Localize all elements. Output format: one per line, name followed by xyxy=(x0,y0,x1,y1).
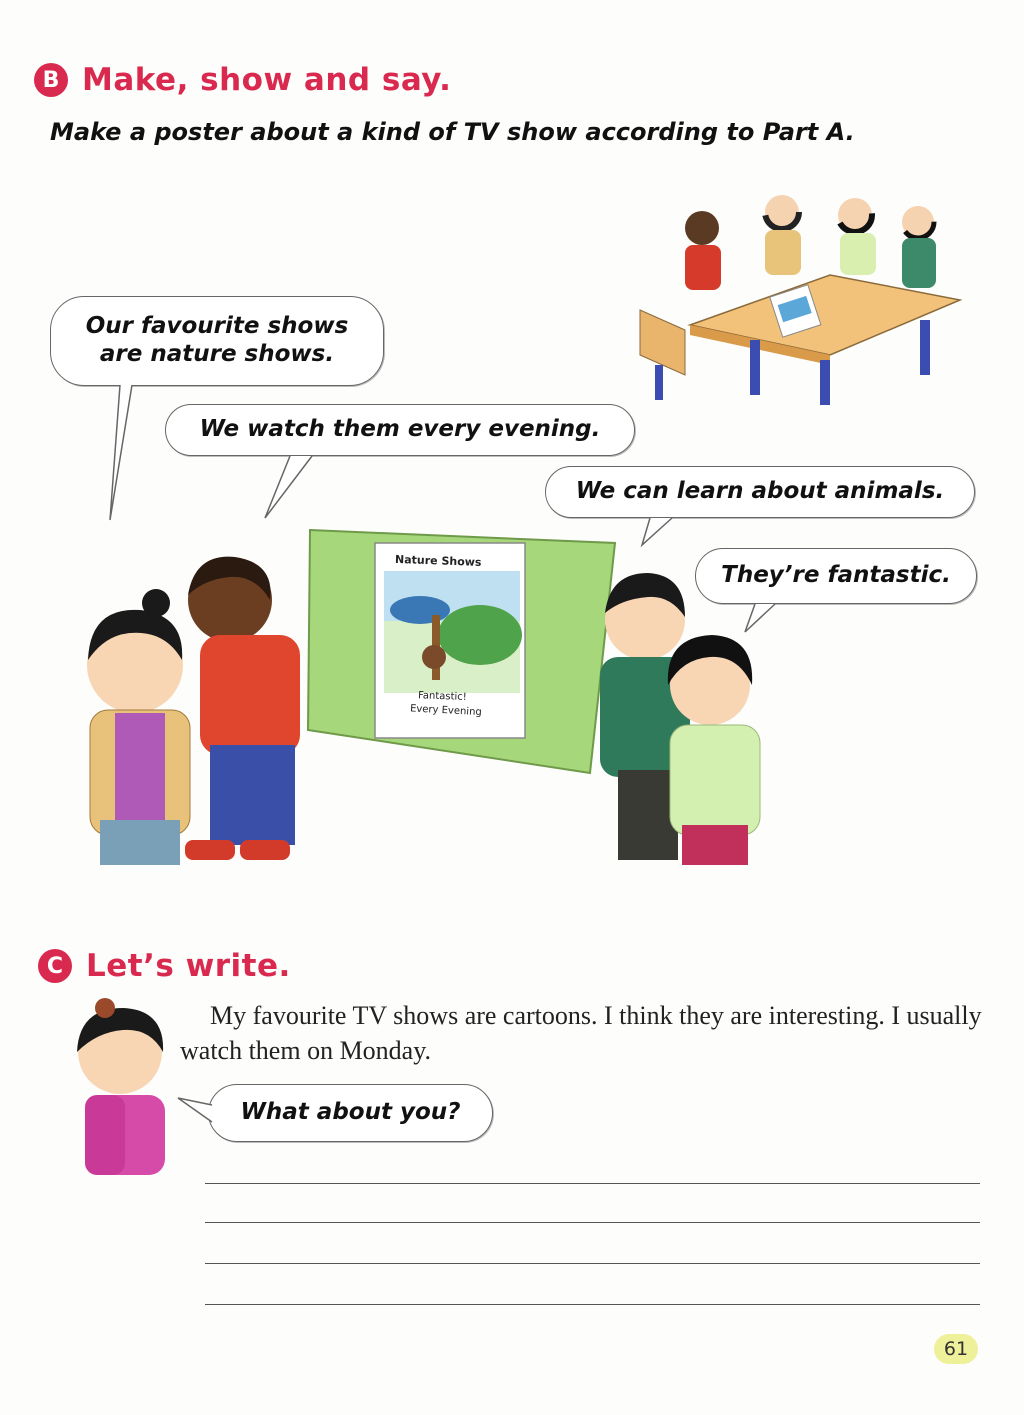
bubble-text: Our favourite shows are nature shows. xyxy=(85,313,349,367)
bubble-text: We watch them every evening. xyxy=(199,416,601,443)
section-b-instruction: Make a poster about a kind of TV show according to Part A. xyxy=(50,118,855,146)
writing-line-3[interactable] xyxy=(205,1263,980,1264)
section-c-paragraph: My favourite TV shows are cartoons. I think they are interesting. I usually watch them on Monday. xyxy=(180,1001,982,1065)
bubble-text: We can learn about animals. xyxy=(575,478,945,505)
section-b-title: Make, show and say. xyxy=(82,62,452,98)
writing-line-1[interactable] xyxy=(205,1183,980,1184)
writing-line-4[interactable] xyxy=(205,1304,980,1305)
section-c-title: Let’s write. xyxy=(86,948,291,984)
bubble-text: They’re fantastic. xyxy=(721,562,951,589)
poster-line1: Fantastic! xyxy=(417,690,467,703)
poster-line2: Every Evening xyxy=(409,703,483,719)
section-b-badge: B xyxy=(34,63,68,97)
bubble-text: What about you? xyxy=(240,1099,461,1126)
poster-title: Nature Shows xyxy=(394,552,482,569)
writing-line-2[interactable] xyxy=(205,1222,980,1223)
page-number: 61 xyxy=(934,1334,978,1364)
section-c-badge: C xyxy=(38,949,72,983)
